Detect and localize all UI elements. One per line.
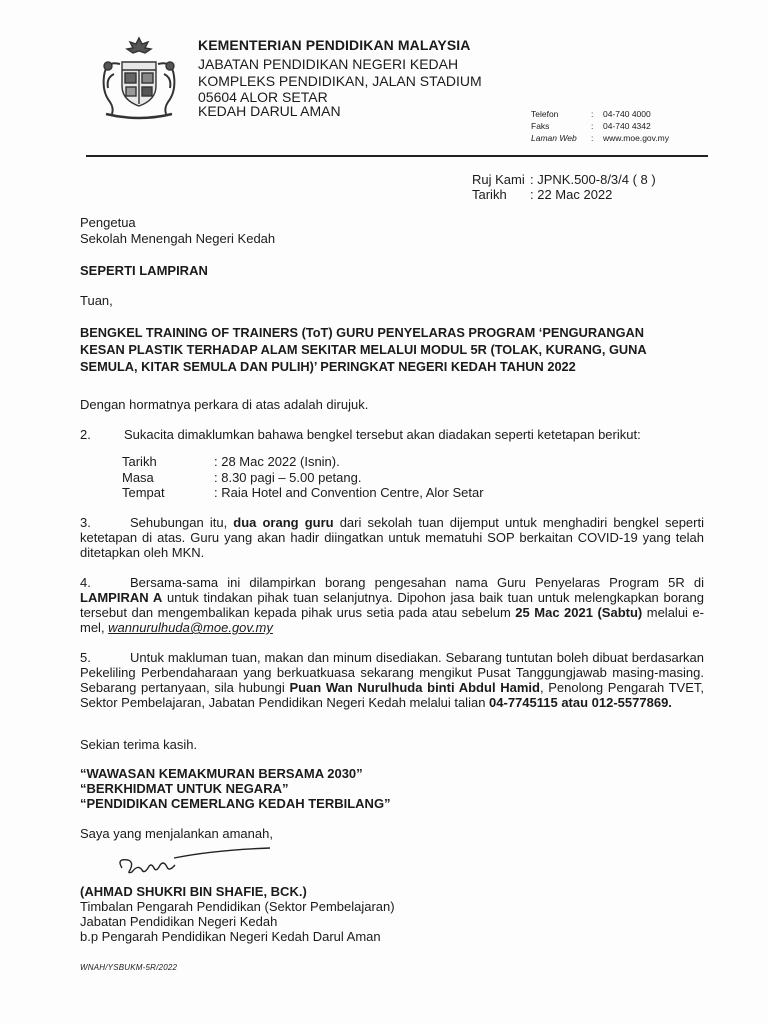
paragraph-4: 4. Bersama-sama ini dilampirkan borang pengesahan nama Guru Penyelaras Program 5R di LAMPIRAN A untuk tindakan pihak tuan selanjutnya. Dipohon jasa baik tuan untuk melengkapkan borang tersebut dan mengembalikan kepada pihak urus setia pada atau sebelum 25 Mac 2021 (Sabtu) melalui e-mel, wannurulhuda@moe.gov.my <box>80 575 704 635</box>
slogan-2: “BERKHIDMAT UNTUK NEGARA” <box>80 781 289 796</box>
footer-reference-code: WNAH/YSBUKM-5R/2022 <box>80 963 178 972</box>
salutation: Tuan, <box>80 293 113 308</box>
contact-website: Laman Web : www.moe.gov.my <box>531 133 669 143</box>
address-line-2: 05604 ALOR SETAR <box>198 89 328 105</box>
ref-value: : JPNK.500-8/3/4 ( 8 ) <box>530 172 656 187</box>
paragraph-5: 5. Untuk makluman tuan, makan dan minum disediakan. Sebarang tuntutan boleh dibuat berdasarkan Pekeliling Perbendaharaan yang berkuatkuasa sekarang mengikut Pusat Tanggungjawab masing-masing. Sebarang pertanyaan, sila hubungi Puan Wan Nurulhuda binti Abdul Hamid, Penolong Pengarah TVET, Sektor Pembelajaran, Jabatan Pendidikan Negeri Kedah melalui talian 04-7745115 atau 012-5577869. <box>80 650 705 710</box>
contact-fax: Faks : 04-740 4342 <box>531 121 651 131</box>
signatory-title-1: Timbalan Pengarah Pendidikan (Sektor Pembelajaran) <box>80 899 395 914</box>
signatory-title-2: Jabatan Pendidikan Negeri Kedah <box>80 914 278 929</box>
slogan-1: “WAWASAN KEMAKMURAN BERSAMA 2030” <box>80 766 363 781</box>
schedule-label: Tempat <box>122 485 165 500</box>
schedule-label: Tarikh <box>122 454 157 469</box>
closing-line: Sekian terima kasih. <box>80 737 198 752</box>
paragraph-number: 5. <box>80 650 91 665</box>
ministry-name: KEMENTERIAN PENDIDIKAN MALAYSIA <box>198 37 471 53</box>
recipient-title: Pengetua <box>80 215 136 230</box>
paragraph-number: 3. <box>80 515 91 530</box>
schedule-row <box>122 454 484 470</box>
subject-line-3: SEMULA, KITAR SEMULA DAN PULIH)’ PERINGKAT NEGERI KEDAH TAHUN 2022 <box>80 359 576 374</box>
paragraph-number: 2. <box>80 427 91 442</box>
email-link[interactable]: wannurulhuda@moe.gov.my <box>108 620 273 635</box>
schedule-row <box>122 470 484 486</box>
header-divider <box>86 155 708 157</box>
contact-block <box>531 108 669 144</box>
schedule-row <box>122 485 484 501</box>
department-name: JABATAN PENDIDIKAN NEGERI KEDAH <box>198 56 459 72</box>
contact-phone: Telefon : 04-740 4000 <box>531 109 651 119</box>
contact-value: 04-740 4342 <box>603 121 651 131</box>
subject-line-1: BENGKEL TRAINING OF TRAINERS (ToT) GURU PENYELARAS PROGRAM ‘PENGURANGAN <box>80 325 645 340</box>
schedule-value: : 8.30 pagi – 5.00 petang. <box>214 469 362 485</box>
attachment-note: SEPERTI LAMPIRAN <box>80 263 208 278</box>
ref-label: Ruj Kami <box>472 172 525 187</box>
signature <box>114 846 274 886</box>
paragraph-2 <box>80 427 704 442</box>
subject-line-2: KESAN PLASTIK TERHADAP ALAM SEKITAR MELALUI MODUL 5R (TOLAK, KURANG, GUNA <box>80 342 647 357</box>
schedule-value: : Raia Hotel and Convention Centre, Alor Setar <box>214 485 484 500</box>
reference-block <box>472 172 656 202</box>
contact-label: Laman Web <box>531 133 577 143</box>
recipient-school: Sekolah Menengah Negeri Kedah <box>80 231 276 246</box>
paragraph-number: 4. <box>80 575 91 590</box>
opening-paragraph: Dengan hormatnya perkara di atas adalah dirujuk. <box>80 397 369 412</box>
contact-label: Telefon <box>531 109 559 119</box>
date-value: : 22 Mac 2022 <box>530 187 613 202</box>
contact-label: Faks <box>531 121 550 131</box>
contact-value: 04-740 4000 <box>603 109 651 119</box>
paragraph-3: 3. Sehubungan itu, dua orang guru dari sekolah tuan dijemput untuk menghadiri bengkel seperti ketetapan di atas. Guru yang akan hadir diingatkan untuk mematuhi SOP berkaitan COVID-19 yang telah ditetapkan oleh MKN. <box>80 515 704 560</box>
signatory-name: (AHMAD SHUKRI BIN SHAFIE, BCK.) <box>80 884 307 899</box>
address-line-3: KEDAH DARUL AMAN <box>198 103 341 119</box>
contact-value: www.moe.gov.my <box>603 133 669 143</box>
schedule-table <box>122 454 484 501</box>
address-line-1: KOMPLEKS PENDIDIKAN, JALAN STADIUM <box>198 73 482 89</box>
schedule-value: : 28 Mac 2022 (Isnin). <box>214 454 340 469</box>
schedule-label: Masa <box>122 469 154 485</box>
paragraph-text: Sukacita dimaklumkan bahawa bengkel tersebut akan diadakan seperti ketetapan berikut: <box>124 427 641 442</box>
slogan-3: “PENDIDIKAN CEMERLANG KEDAH TERBILANG” <box>80 796 391 811</box>
signatory-title-3: b.p Pengarah Pendidikan Negeri Kedah Darul Aman <box>80 929 381 944</box>
date-label: Tarikh <box>472 187 507 202</box>
coat-of-arms-logo <box>84 34 194 124</box>
signoff-intro: Saya yang menjalankan amanah, <box>80 826 273 841</box>
